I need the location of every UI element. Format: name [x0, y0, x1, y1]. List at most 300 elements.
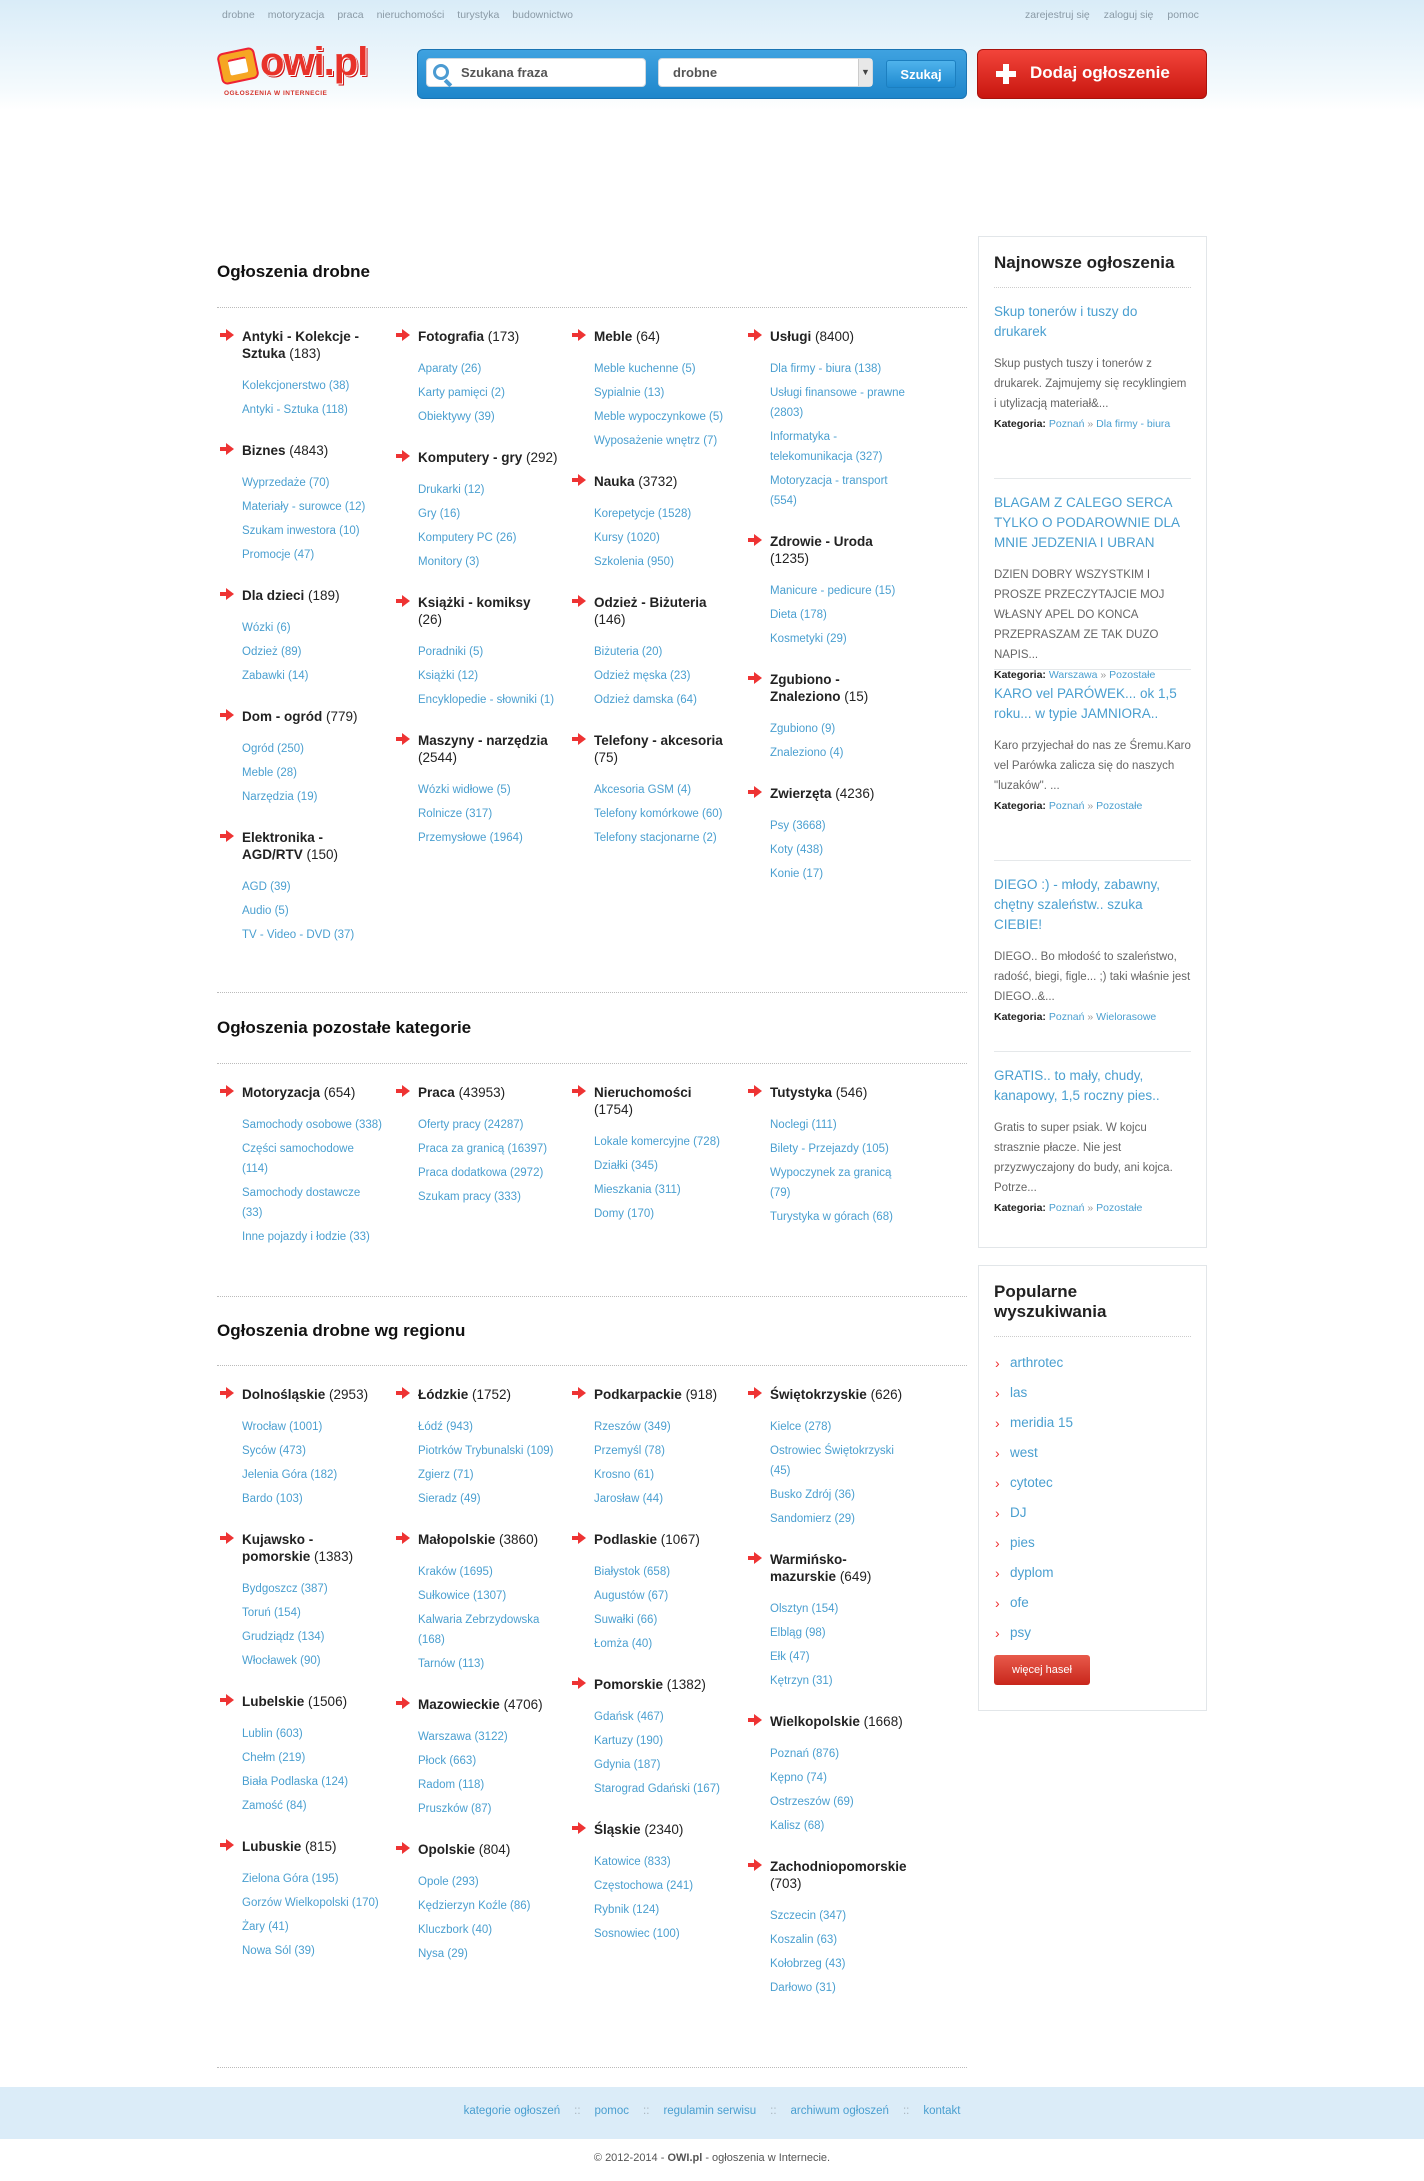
popular-search-link[interactable] [994, 1473, 1191, 1503]
listing-city-link[interactable]: Poznań [1048, 1202, 1085, 1214]
listing-category-link[interactable]: Pozostałe [1096, 1202, 1143, 1214]
subcategory-link[interactable]: Kluczbork (40) [418, 1924, 493, 1936]
subcategory-link[interactable]: Łódź (943) [418, 1421, 473, 1433]
subcategory-link[interactable]: Części samochodowe (114) [242, 1143, 354, 1175]
category-heading[interactable] [569, 473, 734, 490]
popular-search-link[interactable] [994, 1413, 1191, 1443]
subcategory-link[interactable]: Aparaty (26) [418, 363, 482, 375]
subcategory-link[interactable]: Drukarki (12) [418, 484, 485, 496]
subcategory-link[interactable]: Gdańsk (467) [594, 1711, 664, 1723]
subcategory-link[interactable]: Sypialnie (13) [594, 387, 665, 399]
listing-city-link[interactable]: Poznań [1048, 1011, 1085, 1023]
nav-link-motoryzacja[interactable]: motoryzacja [267, 9, 325, 21]
subcategory-link[interactable]: Rybnik (124) [594, 1904, 660, 1916]
subcategory-link[interactable]: Opole (293) [418, 1876, 479, 1888]
subcategory-link[interactable]: Domy (170) [594, 1208, 655, 1220]
subcategory-link[interactable]: Sułkowice (1307) [418, 1590, 507, 1602]
category-block [393, 1696, 558, 1819]
subcategory-link[interactable]: Meble kuchenne (5) [594, 363, 696, 375]
popular-search-link[interactable] [994, 1503, 1191, 1533]
subcategory-link[interactable]: Materiały - surowce (12) [242, 501, 366, 513]
listing-city-link[interactable]: Poznań [1048, 800, 1085, 812]
subcategory-link[interactable]: Manicure - pedicure (15) [770, 585, 896, 597]
subcategory-link[interactable]: Koty (438) [770, 844, 824, 856]
footer-link[interactable]: archiwum ogłoszeń [790, 2105, 889, 2117]
subcategory-link[interactable]: Kolekcjonerstwo (38) [242, 380, 350, 392]
subcategory-link[interactable]: Samochody osobowe (338) [242, 1119, 382, 1131]
category-heading[interactable] [569, 328, 734, 345]
subcategory-link[interactable]: Pruszków (87) [418, 1803, 492, 1815]
category-heading[interactable] [393, 449, 558, 466]
subcategory-link[interactable]: Augustów (67) [594, 1590, 669, 1602]
subcategory-link[interactable]: Samochody dostawcze (33) [242, 1187, 361, 1219]
category-select[interactable] [658, 58, 873, 87]
footer-link[interactable]: regulamin serwisu [663, 2105, 757, 2117]
category-name[interactable]: Motoryzacja [242, 1085, 321, 1100]
category-heading[interactable] [745, 533, 910, 567]
subcategory-link[interactable]: Inne pojazdy i łodzie (33) [242, 1231, 370, 1243]
subcategory-link[interactable]: Gdynia (187) [594, 1759, 661, 1771]
category-name[interactable]: Książki - komiksy [418, 595, 531, 610]
category-heading[interactable] [217, 442, 382, 459]
subcategory-link[interactable]: Usługi finansowe - prawne (2803) [770, 387, 905, 419]
subcategory-list [217, 376, 382, 420]
listing-title[interactable]: BLAGAM Z CALEGO SERCA TYLKO O PODAROWNIE DLA MNIE JEDZENIA I UBRAN [994, 495, 1180, 550]
category-count: (1382) [666, 1677, 706, 1692]
category-heading[interactable] [745, 671, 910, 705]
category-heading[interactable] [745, 1713, 910, 1730]
category-name[interactable]: Małopolskie [418, 1532, 496, 1547]
category-count: (1235) [770, 551, 810, 566]
category-name[interactable]: Mazowieckie [418, 1697, 500, 1712]
nav-link-turystyka[interactable]: turystyka [457, 9, 500, 21]
category-name[interactable]: Dolnośląskie [242, 1387, 326, 1402]
subcategory-link[interactable]: Wózki (6) [242, 622, 291, 634]
divider [217, 1063, 967, 1064]
subcategory-link[interactable]: Starograd Gdański (167) [594, 1783, 720, 1795]
category-heading[interactable] [393, 328, 558, 345]
category-heading[interactable] [569, 1821, 734, 1838]
site-logo[interactable] [216, 40, 381, 102]
subcategory-link[interactable]: Sandomierz (29) [770, 1513, 856, 1525]
category-heading[interactable] [745, 328, 910, 345]
listing-title[interactable]: KARO vel PARÓWEK... ok 1,5 roku... w typie JAMNIORA.. [994, 686, 1177, 721]
subcategory-link[interactable]: Jarosław (44) [594, 1493, 664, 1505]
listing-title[interactable]: GRATIS.. to mały, chudy, kanapowy, 1,5 roczny pies.. [994, 1068, 1160, 1103]
category-name[interactable]: Dla dzieci [242, 588, 305, 603]
category-heading[interactable] [569, 1676, 734, 1693]
subcategory-link[interactable]: Lublin (603) [242, 1728, 303, 1740]
subcategory-link[interactable]: Mieszkania (311) [594, 1184, 681, 1196]
add-listing-button[interactable] [977, 49, 1207, 99]
subcategory-link[interactable]: Meble wypoczynkowe (5) [594, 411, 724, 423]
category-name[interactable]: Świętokrzyskie [770, 1387, 867, 1402]
arrow-right-icon [748, 786, 762, 798]
category-block [745, 785, 910, 884]
arrow-right-icon [396, 595, 410, 607]
subcategory-link[interactable]: Kielce (278) [770, 1421, 832, 1433]
subcategory-link[interactable]: Korepetycje (1528) [594, 508, 692, 520]
popular-search-link[interactable] [994, 1593, 1191, 1623]
popular-search-link[interactable] [994, 1353, 1191, 1383]
category-heading[interactable] [569, 1386, 734, 1403]
subcategory-link[interactable]: Oferty pracy (24287) [418, 1119, 524, 1131]
category-column [569, 1084, 734, 1246]
subcategory-link[interactable]: Kołobrzeg (43) [770, 1958, 846, 1970]
category-heading[interactable] [569, 594, 734, 628]
subcategory-link[interactable]: Bydgoszcz (387) [242, 1583, 328, 1595]
category-count: (292) [526, 450, 558, 465]
category-block [217, 1084, 382, 1247]
help-link[interactable]: pomoc [1167, 9, 1199, 21]
subcategory-link[interactable]: Zielona Góra (195) [242, 1873, 339, 1885]
breadcrumb-separator-icon: » [1084, 418, 1097, 430]
category-label: Kategoria: [994, 1011, 1046, 1023]
subcategory-link[interactable]: Poradniki (5) [418, 646, 484, 658]
arrow-right-icon [572, 474, 586, 486]
category-name[interactable]: Praca [418, 1085, 455, 1100]
nav-link-praca[interactable]: praca [337, 9, 364, 21]
category-count: (1067) [660, 1532, 700, 1547]
search-input[interactable] [426, 58, 646, 87]
subcategory-link[interactable]: Odzież damska (64) [594, 694, 697, 706]
category-name[interactable]: Maszyny - narzędzia [418, 733, 548, 748]
subcategory-link[interactable]: Chełm (219) [242, 1752, 306, 1764]
subcategory-link[interactable]: Wyposażenie wnętrz (7) [594, 435, 718, 447]
subcategory-link[interactable]: Dieta (178) [770, 609, 827, 621]
category-heading[interactable] [217, 1838, 382, 1855]
subcategory-link[interactable]: Piotrków Trybunalski (109) [418, 1445, 554, 1457]
subcategory-link[interactable]: Darłowo (31) [770, 1982, 836, 1994]
subcategory-link[interactable]: Zabawki (14) [242, 670, 309, 682]
subcategory-link[interactable]: Rolnicze (317) [418, 808, 493, 820]
subcategory-link[interactable]: AGD (39) [242, 881, 291, 893]
category-name[interactable]: Biznes [242, 443, 286, 458]
listing-category-link[interactable]: Wielorasowe [1096, 1011, 1157, 1023]
nav-link-budownictwo[interactable]: budownictwo [512, 9, 573, 21]
category-name[interactable]: Nauka [594, 474, 635, 489]
subcategory-link[interactable]: Gorzów Wielkopolski (170) [242, 1897, 379, 1909]
category-label: Kategoria: [994, 1202, 1046, 1214]
arrow-right-icon [572, 1387, 586, 1399]
subcategory-list [569, 642, 734, 710]
category-name[interactable]: Wielkopolskie [770, 1714, 860, 1729]
subcategory-link[interactable]: Biała Podlaska (124) [242, 1776, 349, 1788]
category-name[interactable]: Telefony - akcesoria [594, 733, 723, 748]
subcategory-link[interactable]: Akcesoria GSM (4) [594, 784, 692, 796]
subcategory-link[interactable]: Odzież (89) [242, 646, 302, 658]
category-heading[interactable] [393, 1841, 558, 1858]
subcategory-list [217, 473, 382, 565]
subcategory-link[interactable]: TV - Video - DVD (37) [242, 929, 355, 941]
subcategory-link[interactable]: Psy (3668) [770, 820, 826, 832]
category-column [745, 1386, 910, 2020]
subcategory-link[interactable]: Szkolenia (950) [594, 556, 674, 568]
subcategory-link[interactable]: Syców (473) [242, 1445, 306, 1457]
footer-link[interactable]: pomoc [594, 2105, 630, 2117]
footer-link[interactable]: kategorie ogłoszeń [463, 2105, 561, 2117]
subcategory-link[interactable]: Telefony komórkowe (60) [594, 808, 723, 820]
subcategory-link[interactable]: Wyprzedaże (70) [242, 477, 330, 489]
subcategory-link[interactable]: Konie (17) [770, 868, 824, 880]
category-heading[interactable] [217, 1693, 382, 1710]
subcategory-link[interactable]: Suwałki (66) [594, 1614, 658, 1626]
listing-title[interactable]: Skup tonerów i tuszy do drukarek [994, 304, 1138, 339]
register-link[interactable]: zarejestruj się [1025, 9, 1090, 21]
category-heading[interactable] [217, 829, 382, 863]
arrow-right-icon [572, 329, 586, 341]
category-block [393, 1084, 558, 1207]
subcategory-link[interactable]: Praca za granicą (16397) [418, 1143, 548, 1155]
category-heading[interactable] [217, 708, 382, 725]
subcategory-link[interactable]: Płock (663) [418, 1755, 477, 1767]
subcategory-link[interactable]: Warszawa (3122) [418, 1731, 508, 1743]
subcategory-link[interactable]: Turystyka w górach (68) [770, 1211, 893, 1223]
subcategory-link[interactable]: Ełk (47) [770, 1651, 810, 1663]
subcategory-link[interactable]: Elbląg (98) [770, 1627, 826, 1639]
subcategory-list [745, 359, 910, 511]
subcategory-link[interactable]: Narzędzia (19) [242, 791, 318, 803]
subcategory-link[interactable]: Szukam pracy (333) [418, 1191, 521, 1203]
category-heading[interactable] [393, 1386, 558, 1403]
category-count: (3860) [499, 1532, 539, 1547]
footer-separator: :: [902, 2105, 910, 2117]
subcategory-link[interactable]: Olsztyn (154) [770, 1603, 839, 1615]
subcategory-link[interactable]: Bardo (103) [242, 1493, 303, 1505]
popular-search-link[interactable] [994, 1563, 1191, 1593]
category-name[interactable]: Podkarpackie [594, 1387, 682, 1402]
category-name[interactable]: Meble [594, 329, 633, 344]
category-block [217, 587, 382, 686]
subcategory-link[interactable]: Wózki widłowe (5) [418, 784, 511, 796]
copyright-suffix: - ogłoszenia w Internecie. [702, 2152, 831, 2164]
subcategory-link[interactable]: Jelenia Góra (182) [242, 1469, 338, 1481]
subcategory-link[interactable]: Encyklopedie - słowniki (1) [418, 694, 555, 706]
category-name[interactable]: Usługi [770, 329, 812, 344]
category-name[interactable]: Antyki - Kolekcje - Sztuka [242, 329, 360, 361]
subcategory-link[interactable]: Tarnów (113) [418, 1658, 485, 1670]
subcategory-link[interactable]: Audio (5) [242, 905, 289, 917]
category-heading[interactable] [393, 732, 558, 766]
subcategory-link[interactable]: Sosnowiec (100) [594, 1928, 680, 1940]
listing-description: Skup pustych tuszy i tonerów z drukarek. Zajmujemy się recyklingiem i utylizacją materiał&... [994, 358, 1187, 410]
category-column [393, 1386, 558, 1986]
subcategory-link[interactable]: Działki (345) [594, 1160, 658, 1172]
subcategory-link[interactable]: Praca dodatkowa (2972) [418, 1167, 544, 1179]
category-heading[interactable] [569, 1531, 734, 1548]
category-heading[interactable] [745, 1858, 910, 1892]
subcategory-link[interactable]: Kalisz (68) [770, 1820, 825, 1832]
category-name[interactable]: Nieruchomości [594, 1085, 692, 1100]
subcategory-link[interactable]: Szczecin (347) [770, 1910, 847, 1922]
category-heading[interactable] [393, 594, 558, 628]
category-heading[interactable] [393, 1084, 558, 1101]
listing-category-link[interactable]: Pozostałe [1096, 800, 1143, 812]
category-name[interactable]: Śląskie [594, 1822, 641, 1837]
subcategory-link[interactable]: Ostrzeszów (69) [770, 1796, 854, 1808]
subcategory-link[interactable]: Zamość (84) [242, 1800, 307, 1812]
subcategory-list [569, 1707, 734, 1799]
category-name[interactable]: Opolskie [418, 1842, 476, 1857]
category-name[interactable]: Pomorskie [594, 1677, 664, 1692]
category-heading[interactable] [217, 587, 382, 604]
category-count: (2544) [418, 750, 458, 765]
subcategory-link[interactable]: Biżuteria (20) [594, 646, 663, 658]
subcategory-link[interactable]: Kępno (74) [770, 1772, 827, 1784]
subcategory-link[interactable]: Busko Zdrój (36) [770, 1489, 856, 1501]
category-name[interactable]: Komputery - gry [418, 450, 523, 465]
category-heading[interactable] [217, 1386, 382, 1403]
subcategory-link[interactable]: Poznań (876) [770, 1748, 840, 1760]
category-name[interactable]: Odzież - Biżuteria [594, 595, 707, 610]
category-heading[interactable] [217, 1531, 382, 1565]
listing-city-link[interactable]: Warszawa [1048, 669, 1098, 681]
category-name[interactable]: Warmińsko-mazurskie [770, 1552, 847, 1584]
more-searches-button[interactable]: więcej haseł [994, 1655, 1090, 1685]
category-heading[interactable] [217, 1084, 382, 1101]
subcategory-link[interactable]: Motoryzacja - transport (554) [770, 475, 888, 507]
category-heading[interactable] [393, 1531, 558, 1548]
subcategory-link[interactable]: Znaleziono (4) [770, 747, 844, 759]
category-heading[interactable] [745, 1084, 910, 1101]
subcategory-link[interactable]: Częstochowa (241) [594, 1880, 694, 1892]
category-name[interactable]: Zachodniopomorskie [770, 1859, 907, 1874]
category-name[interactable]: Tutystyka [770, 1085, 833, 1100]
subcategory-link[interactable]: Wrocław (1001) [242, 1421, 323, 1433]
subcategory-link[interactable]: Włocławek (90) [242, 1655, 321, 1667]
popular-search-link[interactable] [994, 1533, 1191, 1563]
popular-search-label: psy [1010, 1625, 1032, 1640]
subcategory-link[interactable]: Promocje (47) [242, 549, 315, 561]
subcategory-link[interactable]: Lokale komercyjne (728) [594, 1136, 720, 1148]
subcategory-link[interactable]: Łomża (40) [594, 1638, 653, 1650]
copyright [0, 2152, 1424, 2164]
arrow-right-icon [396, 1697, 410, 1709]
subcategory-link[interactable]: Nysa (29) [418, 1948, 468, 1960]
subcategory-link[interactable]: Komputery PC (26) [418, 532, 517, 544]
category-heading[interactable] [569, 732, 734, 766]
nav-link-drobne[interactable]: drobne [222, 9, 255, 21]
subcategory-link[interactable]: Przemysłowe (1964) [418, 832, 523, 844]
popular-search-label: dyplom [1010, 1565, 1054, 1580]
listing-category-link[interactable]: Pozostałe [1109, 669, 1156, 681]
popular-search-link[interactable] [994, 1623, 1191, 1653]
category-block [393, 1531, 558, 1674]
category-heading[interactable] [745, 1551, 910, 1585]
popular-search-link[interactable] [994, 1443, 1191, 1473]
subcategory-link[interactable]: Noclegi (111) [770, 1119, 837, 1131]
footer-link[interactable]: kontakt [923, 2105, 961, 2117]
subcategory-link[interactable]: Odzież męska (23) [594, 670, 691, 682]
subcategory-link[interactable]: Telefony stacjonarne (2) [594, 832, 717, 844]
category-name[interactable]: Lubelskie [242, 1694, 305, 1709]
subcategory-link[interactable]: Przemyśl (78) [594, 1445, 665, 1457]
subcategory-link[interactable]: Kartuzy (190) [594, 1735, 664, 1747]
subcategory-link[interactable]: Grudziądz (134) [242, 1631, 325, 1643]
category-heading[interactable] [569, 1084, 734, 1118]
subcategory-link[interactable]: Antyki - Sztuka (118) [242, 404, 348, 416]
logo-icon [216, 46, 260, 85]
subcategory-link[interactable]: Katowice (833) [594, 1856, 671, 1868]
subcategory-list [745, 1906, 910, 1998]
subcategory-link[interactable]: Kalwaria Zebrzydowska (168) [418, 1614, 540, 1646]
category-heading[interactable] [217, 328, 382, 362]
category-heading[interactable] [393, 1696, 558, 1713]
category-name[interactable]: Elektronika - AGD/RTV [242, 830, 324, 862]
category-block [217, 708, 382, 807]
subcategory-link[interactable]: Żary (41) [242, 1921, 289, 1933]
subcategory-link[interactable]: Sieradz (49) [418, 1493, 481, 1505]
category-block [217, 442, 382, 565]
listing-city-link[interactable]: Poznań [1048, 418, 1085, 430]
subcategory-link[interactable]: Radom (118) [418, 1779, 485, 1791]
subcategory-link[interactable]: Rzeszów (349) [594, 1421, 671, 1433]
category-name[interactable]: Fotografia [418, 329, 484, 344]
subcategory-link[interactable]: Obiektywy (39) [418, 411, 495, 423]
nav-link-nieruchomosci[interactable]: nieruchomości [376, 9, 445, 21]
subcategory-link[interactable]: Meble (28) [242, 767, 297, 779]
category-name[interactable]: Zwierzęta [770, 786, 832, 801]
subcategory-link[interactable]: Dla firmy - biura (138) [770, 363, 882, 375]
subcategory-link[interactable]: Ostrowiec Świętokrzyski (45) [770, 1445, 894, 1477]
subcategory-list [569, 1852, 734, 1944]
category-name[interactable]: Zdrowie - Uroda [770, 534, 873, 549]
category-name[interactable]: Kujawsko - pomorskie [242, 1532, 314, 1564]
subcategory-link[interactable]: Książki (12) [418, 670, 479, 682]
subcategory-link[interactable]: Karty pamięci (2) [418, 387, 505, 399]
subcategory-link[interactable]: Nowa Sól (39) [242, 1945, 315, 1957]
subcategory-link[interactable]: Kędzierzyn Koźle (86) [418, 1900, 531, 1912]
popular-search-label: pies [1010, 1535, 1035, 1550]
subcategory-link[interactable]: Ogród (250) [242, 743, 305, 755]
subcategory-link[interactable]: Szukam inwestora (10) [242, 525, 360, 537]
arrow-right-icon [748, 672, 762, 684]
login-link[interactable]: zaloguj się [1103, 9, 1154, 21]
category-block [217, 1693, 382, 1816]
subcategory-link[interactable]: Kraków (1695) [418, 1566, 493, 1578]
subcategory-link[interactable]: Krosno (61) [594, 1469, 655, 1481]
listing-title[interactable]: DIEGO :) - młody, zabawny, chętny szaleństw.. szuka CIEBIE! [994, 877, 1161, 932]
subcategory-link[interactable]: Gry (16) [418, 508, 461, 520]
category-heading[interactable] [745, 1386, 910, 1403]
subcategory-link[interactable]: Wypoczynek za granicą (79) [770, 1167, 892, 1199]
subcategory-link[interactable]: Koszalin (63) [770, 1934, 838, 1946]
subcategory-link[interactable]: Kursy (1020) [594, 532, 660, 544]
category-name[interactable]: Lubuskie [242, 1839, 302, 1854]
search-button[interactable]: Szukaj [886, 60, 956, 88]
search-bar [417, 49, 967, 99]
subcategory-link[interactable]: Informatyka - telekomunikacja (327) [770, 431, 883, 463]
subcategory-link[interactable]: Bilety - Przejazdy (105) [770, 1143, 889, 1155]
subcategory-link[interactable]: Toruń (154) [242, 1607, 301, 1619]
popular-search-link[interactable] [994, 1383, 1191, 1413]
subcategory-list [217, 877, 382, 945]
subcategory-link[interactable]: Monitory (3) [418, 556, 480, 568]
category-name[interactable]: Podlaskie [594, 1532, 658, 1547]
category-block [569, 1084, 734, 1224]
listing-category-link[interactable]: Dla firmy - biura [1096, 418, 1171, 430]
subcategory-link[interactable]: Kosmetyki (29) [770, 633, 847, 645]
subcategory-link[interactable]: Kętrzyn (31) [770, 1675, 833, 1687]
subcategory-link[interactable]: Zgubiono (9) [770, 723, 836, 735]
subcategory-link[interactable]: Zgierz (71) [418, 1469, 474, 1481]
category-name[interactable]: Dom - ogród [242, 709, 323, 724]
category-name[interactable]: Zgubiono - Znaleziono [770, 672, 841, 704]
category-block [745, 1551, 910, 1691]
subcategory-link[interactable]: Białystok (658) [594, 1566, 671, 1578]
category-name[interactable]: Łódzkie [418, 1387, 469, 1402]
category-heading[interactable] [745, 785, 910, 802]
